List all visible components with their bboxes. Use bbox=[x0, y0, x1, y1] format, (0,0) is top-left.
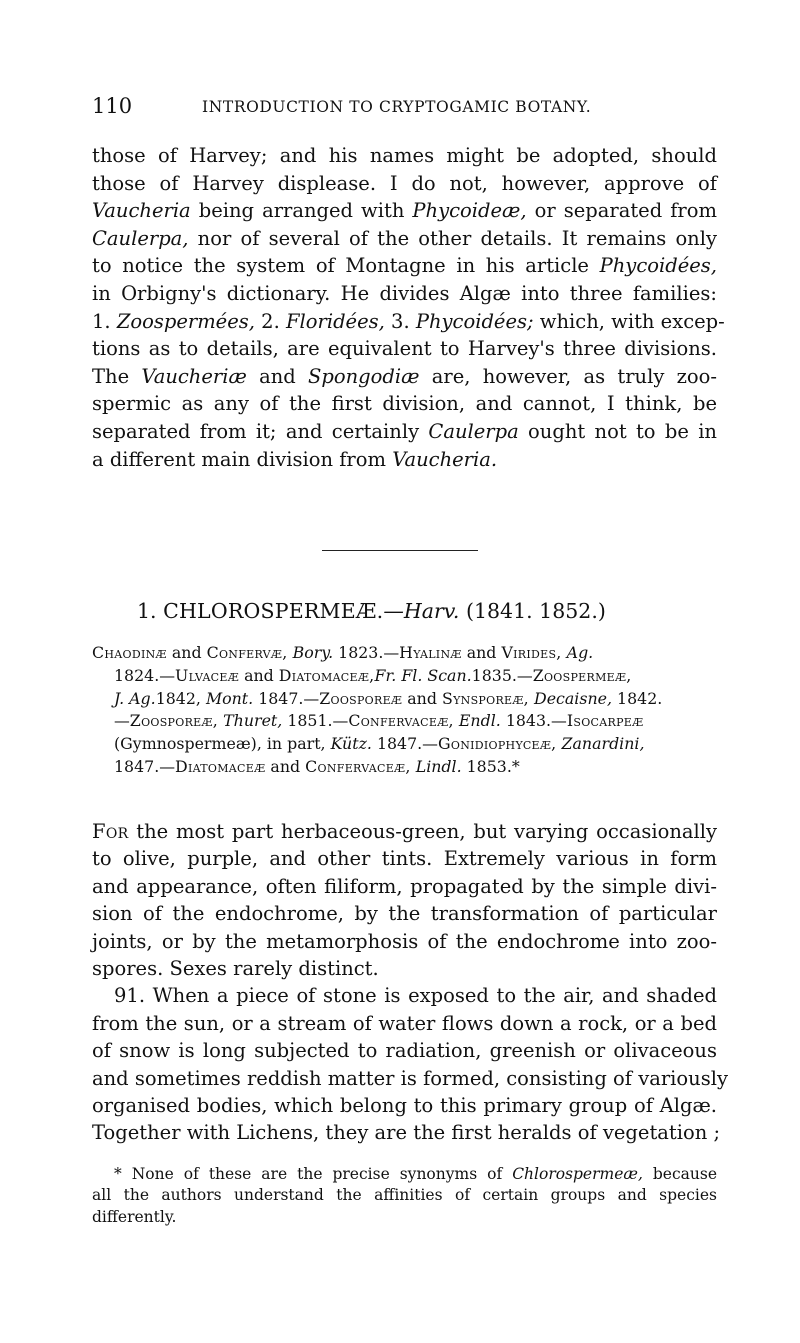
text-line: spermic as any of the first division, and cannot, I think, be bbox=[92, 392, 717, 416]
section-name: CHLOROSPERMEÆ. bbox=[163, 599, 384, 623]
section-divider-rule bbox=[322, 550, 478, 551]
text-line: of snow is long subjected to radiation, greenish or olivaceous bbox=[92, 1039, 717, 1063]
text-line: sion of the endochrome, by the transformation of particular bbox=[92, 902, 717, 926]
section-author: —Harv. bbox=[383, 599, 460, 623]
text-line: For the most part herbaceous-green, but varying occasionally bbox=[92, 820, 717, 843]
taxon-name: Phycoideæ, bbox=[412, 199, 527, 223]
page-header bbox=[92, 94, 732, 124]
footnote-line: all the authors understand the affinities of certain groups and species bbox=[92, 1186, 717, 1205]
description-paragraph bbox=[92, 818, 728, 1147]
text-line: spores. Sexes rarely distinct. bbox=[92, 956, 379, 980]
text-line: and sometimes reddish matter is formed, consisting of variously bbox=[92, 1066, 728, 1090]
text-line: 1. Zoospermées, 2. Floridées, 3. Phycoidées; which, with excep- bbox=[92, 309, 725, 333]
synonym-line: —Zoosporeæ, Thuret, 1851.—Confervaceæ, Endl. 1843.—Isocarpeæ bbox=[114, 711, 644, 731]
synonym-line: (Gymnospermeæ), in part, Kütz. 1847.—Gonidiophyceæ, Zanardini, bbox=[114, 734, 645, 754]
text-line: Together with Lichens, they are the first heralds of vegetation ; bbox=[92, 1121, 721, 1145]
text-line: Vaucheria being arranged with Phycoideæ, or separated from bbox=[92, 199, 717, 223]
page-number: 110 bbox=[92, 94, 133, 118]
intro-paragraph bbox=[92, 142, 725, 473]
footnote-line: * None of these are the precise synonyms of Chlorospermeæ, because bbox=[114, 1165, 717, 1183]
text-line: joints, or by the metamorphosis of the endochrome into zoo- bbox=[92, 929, 717, 953]
text-line: The Vaucheriæ and Spongodiæ are, however, as truly zoo- bbox=[92, 364, 717, 388]
genus-name: Vaucheria bbox=[92, 199, 191, 223]
text-line: 91. When a piece of stone is exposed to the air, and shaded bbox=[114, 984, 717, 1008]
genus-name: Caulerpa, bbox=[92, 226, 189, 250]
article-title: Phycoidées, bbox=[599, 254, 717, 278]
text-line: those of Harvey displease. I do not, however, approve of bbox=[92, 171, 717, 195]
section-number: 1. bbox=[137, 599, 157, 623]
synonym-line: J. Ag.1842, Mont. 1847.—Zoosporeæ and Synsporeæ, Decaisne, 1842. bbox=[114, 688, 663, 708]
text-line: those of Harvey; and his names might be adopted, should bbox=[92, 144, 717, 167]
synonym-line: 1824.—Ulvaceæ and Diatomaceæ,Fr. Fl. Scan.1835.—Zoospermeæ, bbox=[114, 665, 632, 685]
text-line: and appearance, often filiform, propagated by the simple divi- bbox=[92, 874, 717, 898]
running-title: INTRODUCTION TO CRYPTOGAMIC BOTANY. bbox=[202, 98, 592, 116]
synonym-line: 1847.—Diatomaceæ and Confervaceæ, Lindl. 1853.* bbox=[114, 756, 520, 776]
text-line: a different main division from Vaucheria. bbox=[92, 447, 498, 471]
text-line: Caulerpa, nor of several of the other details. It remains only bbox=[92, 226, 717, 250]
footnote-line: differently. bbox=[92, 1207, 177, 1226]
text-line: separated from it; and certainly Caulerpa ought not to be in bbox=[92, 419, 717, 443]
synonymy-block bbox=[92, 642, 717, 779]
text-line: from the sun, or a stream of water flows down a rock, or a bed bbox=[92, 1011, 717, 1035]
footnote bbox=[92, 1164, 717, 1228]
section-years: (1841. 1852.) bbox=[465, 599, 606, 623]
section-heading bbox=[137, 599, 697, 623]
text-line: to notice the system of Montagne in his article Phycoidées, bbox=[92, 254, 717, 278]
synonym-line: Chaodinæ and Confervæ, Bory. 1823.—Hyalinæ and Virides, Ag. bbox=[92, 643, 594, 662]
text-line: organised bodies, which belong to this primary group of Algæ. bbox=[92, 1093, 717, 1117]
text-line: to olive, purple, and other tints. Extremely various in form bbox=[92, 847, 717, 871]
text-line: tions as to details, are equivalent to Harvey's three divisions. bbox=[92, 337, 717, 361]
text-line: in Orbigny's dictionary. He divides Algæ into three families: bbox=[92, 281, 717, 305]
